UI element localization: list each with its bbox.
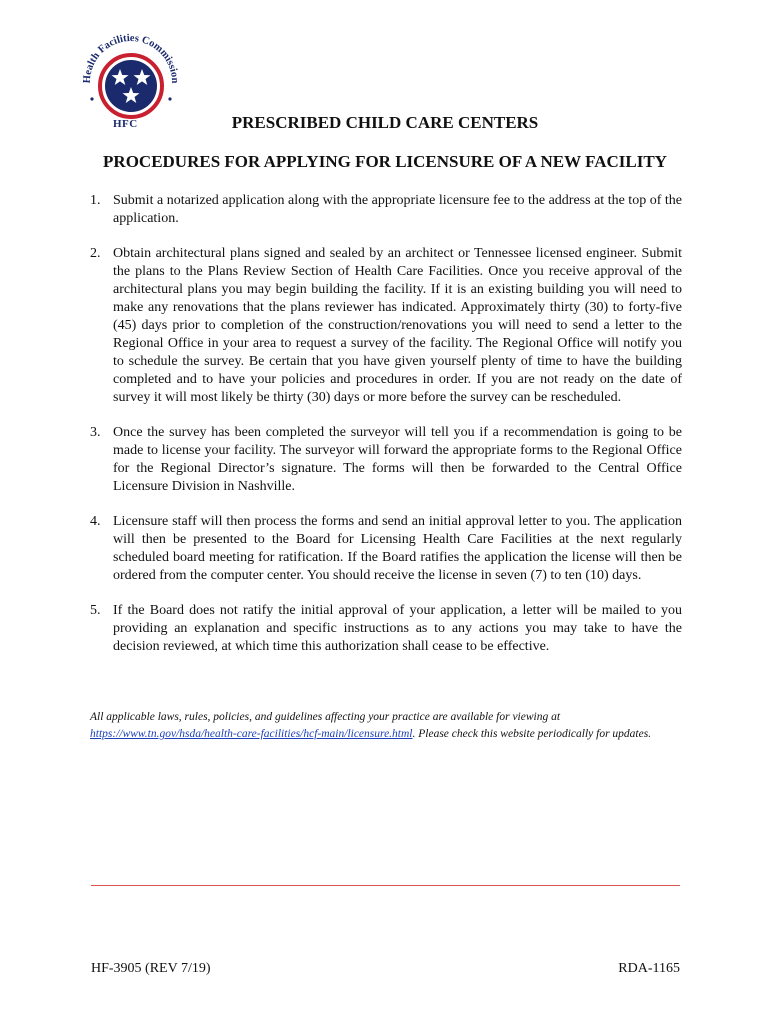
logo-abbreviation: HFC [113,118,138,130]
procedure-step [90,602,682,656]
procedure-step [90,245,682,407]
svg-text:Health Facilities Commission: Health Facilities Commission [81,32,181,84]
document-title-text: PRESCRIBED CHILD CARE CENTERS [231,113,539,132]
step-text: If the Board does not ratify the initial approval of your application, a letter will be mailed to you providing an explanation and specific instructions as to any actions you may take to have the decision reviewed, at which time this authorization shall cease to be effective. [113,603,682,654]
step-number: 3. [90,425,101,440]
procedure-step [90,192,682,228]
website-note [90,709,682,743]
step-number: 4. [90,514,101,529]
step-text: Once the survey has been completed the surveyor will tell you if a recommendation is going to be made to license your facility. The surveyor will forward the appropriate forms to the Regional Office for the Regional Director’s signature. The forms will then be forwarded to the Central Office Licensure Division in Nashville. [113,425,682,494]
step-number: 1. [90,193,101,208]
form-number: HF-3905 (REV 7/19) [91,961,211,976]
rda-number: RDA-1165 [618,961,680,976]
step-text: Submit a notarized application along with the appropriate licensure fee to the address at the top of the application. [113,193,682,226]
procedure-steps-list [90,192,682,673]
note-prefix: All applicable laws, rules, policies, and guidelines affecting your practice are available for viewing at [90,711,561,723]
procedure-step [90,513,682,585]
step-number: 2. [90,246,101,261]
note-suffix: . Please check this website periodically for updates. [412,728,652,740]
document-subtitle: PROCEDURES FOR APPLYING FOR LICENSURE OF A NEW FACILITY [103,152,667,171]
procedure-step [90,424,682,496]
footer-divider [91,885,680,886]
step-text: Obtain architectural plans signed and sealed by an architect or Tennessee licensed engineer. Submit the plans to the Plans Review Section of Health Care Facilities. Once you receive approval of the architectural plans you may begin building the facility. If it is an existing building you will need to make any renovations that the plans reviewer has indicated. Approximately thirty (30) to forty-five (45) days prior to completion of the construction/renovations you will need to send a letter to the Regional Office in your area to request a survey of the facility. The Regional Office will notify you to schedule the survey. Be certain that you have given yourself plenty of time to have the building completed and to have your policies and procedures in order. If you are not ready on the date of survey it will most likely be thirty (30) days or more before the survey can be rescheduled. [113,246,682,405]
licensure-website-link[interactable]: https://www.tn.gov/hsda/health-care-facilities/hcf-main/licensure.html [90,728,413,740]
step-number: 5. [90,603,101,618]
step-text: Licensure staff will then process the forms and send an initial approval letter to you. The application will then be presented to the Board for Licensing Health Care Facilities at the next regularly scheduled board meeting for ratification. If the Board ratifies the application the license will then be ordered from the computer center. You should receive the license in seven (7) to ten (10) days. [113,514,682,583]
document-title [0,113,770,133]
